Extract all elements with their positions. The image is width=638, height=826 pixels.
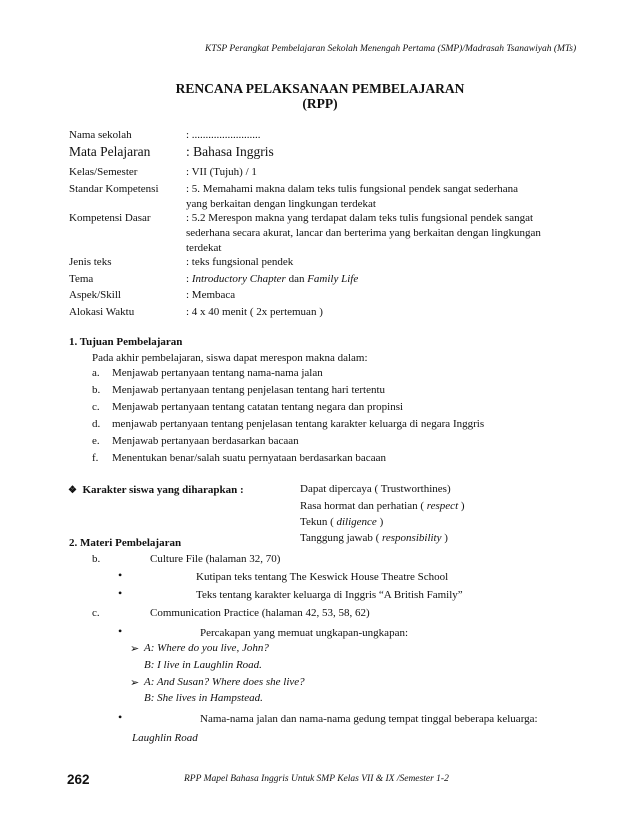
info-label: Jenis teks <box>69 256 112 268</box>
info-label: Tema <box>69 273 94 285</box>
character-close: ) <box>441 532 448 544</box>
list-item-marker: a. <box>92 367 100 379</box>
street-name: Laughlin Road <box>132 732 198 744</box>
arrow-bullet-icon: ➢ <box>130 677 140 689</box>
objectives-intro: Pada akhir pembelajaran, siswa dapat merespon makna dalam: <box>92 352 368 364</box>
materials-c-bullet: Percakapan yang memuat ungkapan-ungkapan: <box>200 627 409 639</box>
character-text: Tekun ( <box>300 516 337 528</box>
info-value: : Bahasa Inggris <box>186 144 274 159</box>
character-heading <box>68 483 244 498</box>
dialog-line: B: She lives in Hampstead. <box>144 692 263 704</box>
materials-c-mark: c. <box>92 607 100 619</box>
materials-c-text: Communication Practice (halaman 42, 53, 58, 62) <box>150 607 370 619</box>
info-value <box>186 272 541 286</box>
running-header: KTSP Perangkat Pembelajaran Sekolah Menengah Pertama (SMP)/Madrasah Tsanawiyah (MTs) <box>205 44 577 54</box>
info-value: : VII (Tujuh) / 1 <box>186 166 257 178</box>
info-label: Alokasi Waktu <box>69 306 135 318</box>
dialog-line: B: I live in Laughlin Road. <box>144 659 262 671</box>
character-item <box>300 500 465 512</box>
list-item: Menjawab pertanyaan berdasarkan bacaan <box>112 435 299 447</box>
info-label: Mata Pelajaran <box>69 144 151 159</box>
info-label: Aspek/Skill <box>69 289 121 301</box>
character-item <box>300 516 383 528</box>
info-value: : 5. Memahami makna dalam teks tulis fungsional pendek sangat sederhana yang berkaitan dengan lingkungan terdekat <box>186 183 519 210</box>
info-label: Kelas/Semester <box>69 166 138 178</box>
dialog-line: A: And Susan? Where does she live? <box>144 676 305 688</box>
diamond-bullet-icon: ❖ <box>68 485 77 496</box>
list-item: Menjawab pertanyaan tentang nama-nama jalan <box>112 367 323 379</box>
character-text: Dapat dipercaya ( Trustworthines) <box>300 483 451 495</box>
list-item: Menjawab pertanyaan tentang penjelasan tentang hari tertentu <box>112 384 386 396</box>
materials-b-bullet: Kutipan teks tentang The Keswick House Theatre School <box>196 571 449 583</box>
document-subtitle: (RPP) <box>302 96 338 111</box>
materials-c-bullet: Nama-nama jalan dan nama-nama gedung tempat tinggal beberapa keluarga: <box>200 713 538 725</box>
running-footer: RPP Mapel Bahasa Inggris Untuk SMP Kelas VII & IX /Semester 1-2 <box>184 774 449 784</box>
info-label: Kompetensi Dasar <box>69 212 151 224</box>
section-heading-materials: 2. Materi Pembelajaran <box>69 537 182 549</box>
materials-b-mark: b. <box>92 553 101 565</box>
character-text: Tanggung jawab ( <box>300 532 383 544</box>
section-heading-objectives: 1. Tujuan Pembelajaran <box>69 336 183 348</box>
list-item-marker: e. <box>92 435 100 447</box>
bullet-icon: • <box>118 710 123 724</box>
list-item-marker: b. <box>92 384 101 396</box>
page-number: 262 <box>67 772 90 787</box>
list-item-marker: d. <box>92 418 101 430</box>
materials-b-text: Culture File (halaman 32, 70) <box>150 553 281 565</box>
info-value: : 5.2 Merespon makna yang terdapat dalam teks tulis fungsional pendek sangat sederhana secara akurat, lancar dan berterima yang berkaitan dengan lingkungan terdekat <box>186 212 541 254</box>
materials-b-bullet: Teks tentang karakter keluarga di Inggris “A British Family” <box>196 589 463 601</box>
list-item: Menentukan benar/salah suatu pernyataan berdasarkan bacaan <box>112 452 386 464</box>
bullet-icon: • <box>118 624 123 638</box>
character-heading-text: Karakter siswa yang diharapkan : <box>82 484 244 496</box>
theme-part-2: Family Life <box>307 273 359 285</box>
character-term: diligence <box>336 516 377 528</box>
theme-conjunction: dan <box>285 273 308 285</box>
character-term: responsibility <box>382 532 442 544</box>
character-close: ) <box>458 500 465 512</box>
theme-prefix: : <box>186 273 192 285</box>
list-item: menjawab pertanyaan tentang penjelasan tentang karakter keluarga di negara Inggris <box>112 418 485 430</box>
info-label: Nama sekolah <box>69 129 132 141</box>
character-text: Rasa hormat dan perhatian ( <box>300 500 427 512</box>
bullet-icon: • <box>118 586 123 600</box>
character-item <box>300 532 448 544</box>
info-value: : Membaca <box>186 289 236 301</box>
document-title: RENCANA PELAKSANAAN PEMBELAJARAN <box>175 81 465 96</box>
info-label: Standar Kompetensi <box>69 183 159 195</box>
dialog-line: A: Where do you live, John? <box>144 642 269 654</box>
info-value: : teks fungsional pendek <box>186 256 294 268</box>
list-item-marker: f. <box>92 452 99 464</box>
character-item <box>300 483 451 495</box>
arrow-bullet-icon: ➢ <box>130 643 140 655</box>
theme-part-1: Introductory Chapter <box>191 273 286 285</box>
list-item-marker: c. <box>92 401 100 413</box>
info-value: : ......................... <box>186 129 261 141</box>
bullet-icon: • <box>118 568 123 582</box>
character-close: ) <box>376 516 384 528</box>
info-value: : 4 x 40 menit ( 2x pertemuan ) <box>186 306 323 318</box>
list-item: Menjawab pertanyaan tentang catatan tentang negara dan propinsi <box>112 401 404 413</box>
character-term: respect <box>426 500 459 512</box>
